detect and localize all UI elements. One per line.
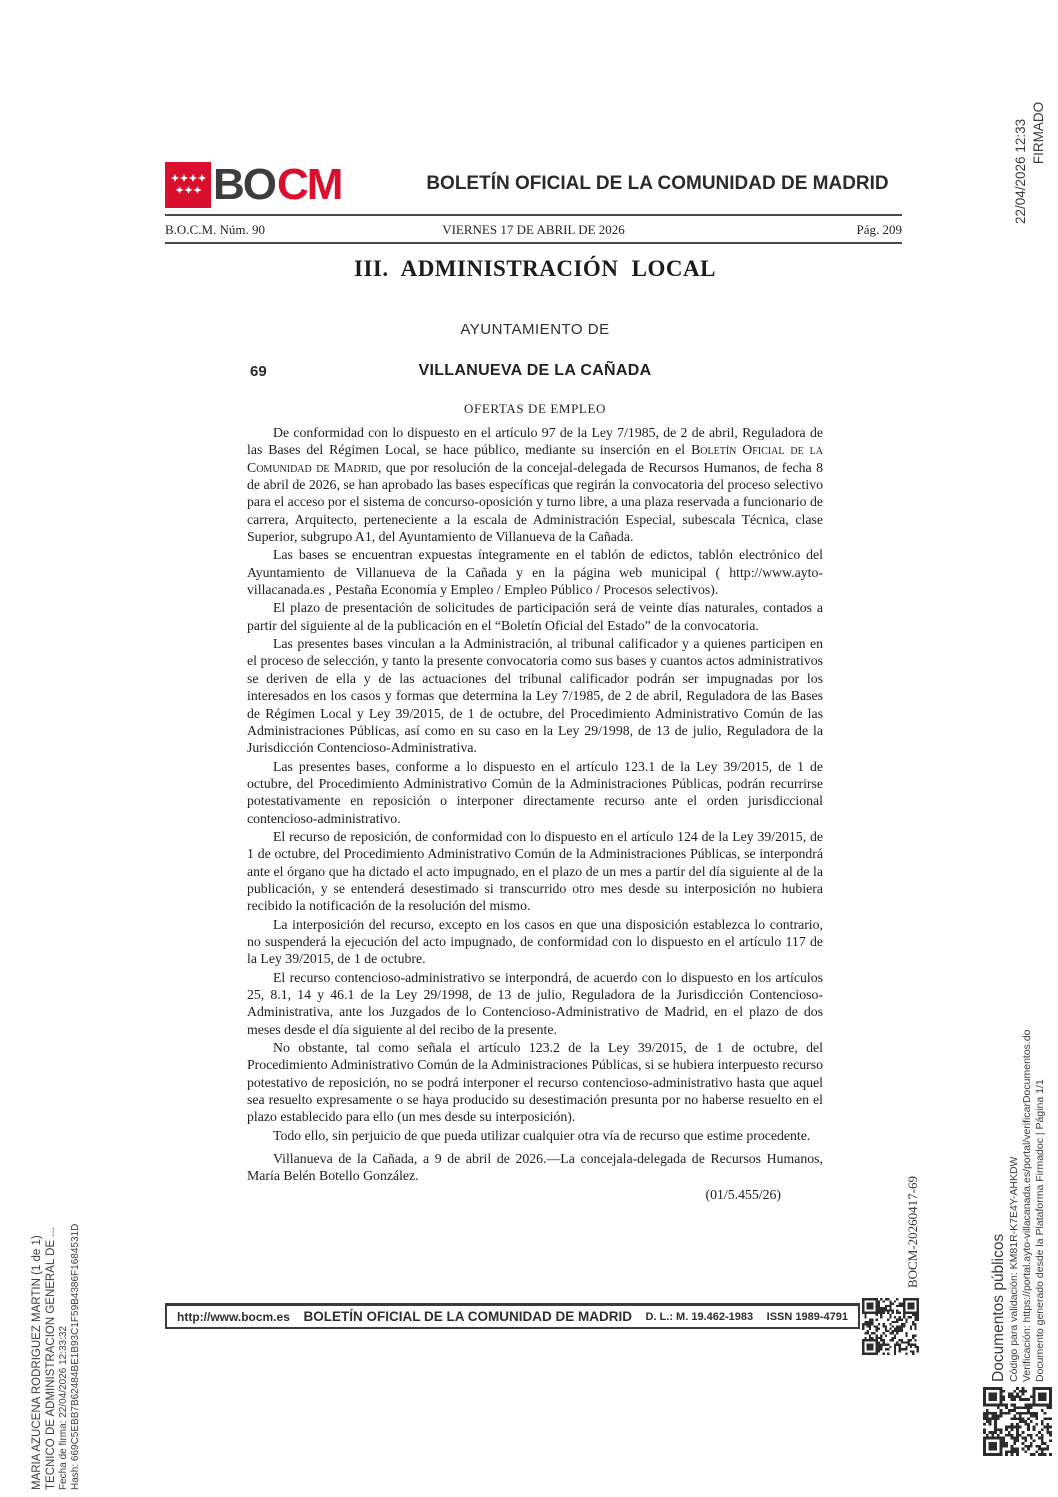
validation-code: Código para validación: KM81R-K7E4Y-AHKDW	[1008, 1156, 1020, 1382]
signature-date: Fecha de firma: 22/04/2026 12:33:32	[58, 1325, 69, 1490]
bocm-logo	[165, 162, 341, 208]
signature-hash: Hash: 669C5EBB7B62484BE1B93C1F59B4386F1684531D	[70, 1223, 81, 1490]
signer-role: TECNICO DE ADMINISTRACION GENERAL DE ...	[45, 1227, 57, 1490]
paragraph-smallcaps: Boletín Oficial de la Comunidad de Madrid	[247, 442, 824, 475]
paragraph: El plazo de presentación de solicitudes de participación será de veinte días naturales, contados a partir del siguiente al de la publicación en el “Boletín Oficial del Estado” de la convocatoria.	[247, 600, 823, 633]
paragraph: La interposición del recurso, excepto en los casos en que una disposición establezca lo contrario, no suspenderá la ejecución del acto impugnado, de conformidad con lo dispuesto en el artículo 117 de la Ley 39/2015, de 1 de octubre.	[247, 916, 823, 967]
header-rule-bottom	[165, 242, 902, 244]
madrid-flag-icon	[165, 162, 211, 208]
section-title: III. ADMINISTRACIÓN LOCAL	[354, 256, 716, 281]
signature-line: Villanueva de la Cañada, a 9 de abril de 2026.—La concejala-delegada de Recursos Humanos, María Belén Botello González.	[247, 1151, 823, 1184]
reference-number: (01/5.455/26)	[705, 1186, 781, 1202]
footer-bar	[165, 1303, 860, 1329]
header-rule-top	[165, 214, 902, 216]
subheading: OFERTAS DE EMPLEO	[464, 401, 606, 416]
signer-name: MARIA AZUCENA RODRIGUEZ MARTIN (1 de 1)	[31, 1235, 43, 1490]
left-signature-block	[30, 1092, 92, 1490]
right-validation-block	[990, 948, 1056, 1382]
footer-issn: ISSN 1989-4791	[766, 1310, 848, 1323]
paragraph: Todo ello, sin perjuicio de que pueda utilizar cualquier otra vía de recurso que estime procedente.	[273, 1127, 811, 1143]
stamp-timestamp: 22/04/2026 12:33	[1013, 118, 1028, 224]
logo-text-cm: CM	[277, 160, 342, 209]
verification-url: Verificación: https://portal.ayto-villacanada.es/portal/verificarDocumentos.do	[1021, 1029, 1033, 1382]
announcement-number: 69	[250, 363, 267, 380]
paragraph: Las bases se encuentran expuestas íntegramente en el tablón de edictos, tablón electrónico del Ayuntamiento de Villanueva de la Cañada y en la página web municipal ( http://www.ayto-villacanada.es , Pestaña Economía y Empleo / Empleo Público / Procesos selectivos).	[247, 547, 823, 598]
footer-title: BOLETÍN OFICIAL DE LA COMUNIDAD DE MADRID	[303, 1309, 632, 1324]
issue-number: B.O.C.M. Núm. 90	[165, 222, 266, 237]
paragraph: El recurso de reposición, de conformidad con lo dispuesto en el artículo 124 de la Ley 39/2015, de 1 de octubre, del Procedimiento Administrativo Común de la Administraciones Públicas, se interpondrá ante el órgano que ha dictado el acto impugnado, en el plazo de un mes a partir del día siguiente al de la publicación, y se entenderá desestimado si transcurrido otro mes desde su interposición no hubiera recibido la notificación de la resolución del mismo.	[247, 828, 823, 914]
paragraph-text: , que por resolución de la concejal-delegada de Recursos Humanos, de fecha 8 de abril de 2026, se han aprobado las bases específicas que regirán la convocatoria del proceso selectivo para el acceso por el sistema de concurso-oposición y turno libre, a una plaza reservada a funcionario de carrera, Arquitecto, perteneciente a la escala de Administración Especial, subescala Técnica, clase Superior, subgrupo A1, del Ayuntamiento de Villanueva de la Cañada.	[247, 459, 823, 545]
paragraph-text: De conformidad con lo dispuesto en el artículo 97 de la Ley 7/1985, de 2 de abril, Reguladora de las Bases del Régimen Local, se hace público, mediante su inserción en el	[247, 425, 823, 458]
qr-code-validation	[983, 1387, 1052, 1456]
municipality-title: VILLANUEVA DE LA CAÑADA	[418, 362, 652, 379]
paragraph: No obstante, tal como señala el artículo 123.2 de la Ley 39/2015, de 1 de octubre, del Procedimiento Administrativo Común de la Administraciones Públicas, si se hubiera interpuesto recurso potestativo de reposición, no se podrá interponer el recurso contencioso-administrativo hasta que aquel sea resuelto expresamente o se haya producido su desestimación presunta por no haberse resuelto en el plazo establecido para ello (un mes desde su interposición).	[247, 1040, 823, 1125]
doc-type-label: Documentos públicos	[990, 1233, 1007, 1382]
right-signature-stamp	[1012, 42, 1052, 224]
logo-text-bo: BO	[213, 160, 275, 209]
paragraph: Las presentes bases vinculan a la Administración, al tribunal calificador y a quienes participen en el proceso de selección, y tanto la presente convocatoria como sus bases y cuantos actos administrativos se deriven de ella y de las actuaciones del tribunal calificador podrán ser impugnadas por los interesados en los casos y formas que determina la Ley 7/1985, de 2 de abril, Reguladora de las Bases de Régimen Local y Ley 39/2015, de 1 de octubre, del Procedimiento Administrativo Común de las Administraciones Públicas, así como en su caso en la Ley 29/1998, de 13 de julio, Reguladora de la Jurisdicción Contencioso-Administrativa.	[247, 636, 823, 756]
announcement-body	[247, 424, 823, 1204]
generated-note: Documento generado desde la Plataforma Firmadoc | Página 1/1	[1034, 1079, 1046, 1382]
bocm-document-code: BOCM-20260417-69	[905, 1176, 920, 1288]
page-number: Pág. 209	[856, 222, 902, 237]
organization-title: AYUNTAMIENTO DE	[460, 321, 610, 338]
paragraph: El recurso contencioso-administrativo se interpondrá, de acuerdo con lo dispuesto en los artículos 25, 8.1, 14 y 46.1 de la Ley 29/1998, de 13 de julio, Reguladora de la Jurisdicción Contencioso-Administrativa, ante los Juzgados de lo Contencioso-Administrativo de Madrid, en el plazo de dos meses desde el día siguiente al del recibo de la presente.	[247, 969, 823, 1037]
issue-date: VIERNES 17 DE ABRIL DE 2026	[442, 222, 625, 237]
qr-code-footer	[862, 1298, 919, 1355]
footer-deposit-legal: D. L.: M. 19.462-1983	[645, 1310, 754, 1323]
masthead-title: BOLETÍN OFICIAL DE LA COMUNIDAD DE MADRID	[426, 173, 889, 194]
stamp-status: FIRMADO	[1031, 101, 1046, 165]
footer-url: http://www.bocm.es	[177, 1309, 290, 1324]
paragraph: Las presentes bases, conforme a lo dispuesto en el artículo 123.1 de la Ley 39/2015, de 1 de octubre, del Procedimiento Administrativo Común de la Administraciones Públicas, podrán recurrirse potestativamente en reposición o interponer directamente recurso ante el orden jurisdiccional contencioso-administrativo.	[247, 758, 823, 826]
paragraph	[247, 424, 823, 545]
